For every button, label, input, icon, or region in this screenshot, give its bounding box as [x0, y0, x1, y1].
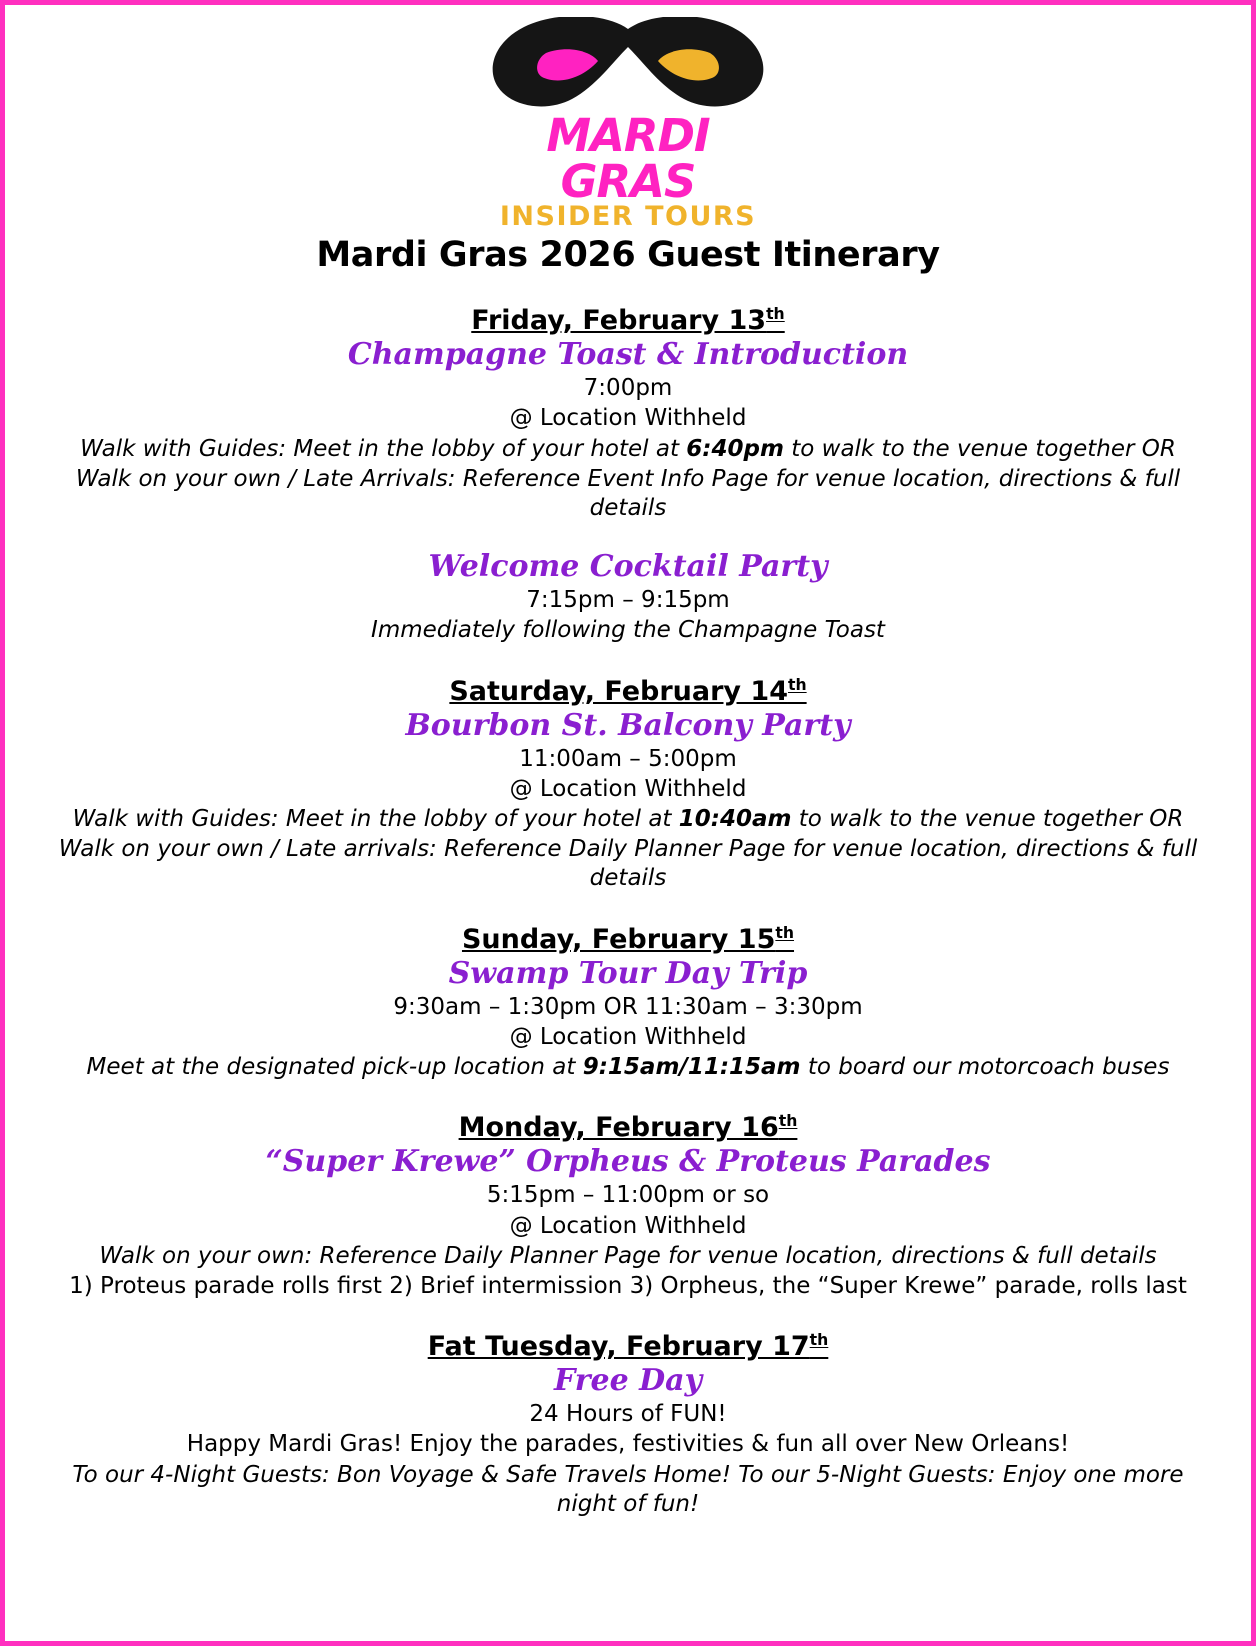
day-heading: Saturday, February 14th	[449, 674, 807, 707]
event-detail-line: Meet at the designated pick-up location at 9:15am/11:15am to board our motorcoach buses	[86, 1054, 1170, 1081]
day-heading-ordinal: th	[809, 1330, 829, 1350]
day-heading: Monday, February 16th	[458, 1111, 798, 1144]
event-title: Swamp Tour Day Trip	[448, 955, 808, 991]
day-block	[45, 676, 1211, 894]
event-detail-line: 24 Hours of FUN!	[529, 1401, 727, 1428]
event-detail-line: 7:00pm	[583, 375, 673, 402]
brand-logo	[478, 17, 778, 231]
day-block	[45, 1112, 1211, 1301]
day-block	[45, 305, 1211, 645]
brand-name: MARDI GRAS	[546, 109, 710, 208]
day-block	[45, 924, 1211, 1083]
day-heading-ordinal: th	[766, 304, 785, 324]
event-detail-line: 9:30am – 1:30pm OR 11:30am – 3:30pm	[393, 993, 863, 1020]
day-heading: Fat Tuesday, February 17th	[427, 1330, 829, 1363]
itinerary-days	[45, 305, 1211, 1519]
event-detail-emphasis: 9:15am/11:15am	[582, 1054, 801, 1081]
event-detail-line: @ Location Withheld	[509, 1212, 747, 1239]
event-detail-line: Immediately following the Champagne Toast	[371, 617, 885, 644]
event-detail-line: 7:15pm – 9:15pm	[526, 587, 730, 614]
event	[45, 549, 1211, 645]
event-detail-line: 1) Proteus parade rolls first 2) Brief intermission 3) Orpheus, the “Super Krewe” parade, rolls last	[69, 1272, 1187, 1299]
event	[45, 337, 1211, 523]
event-detail-line: Walk on your own / Late Arrivals: Reference Event Info Page for venue location, directions & full details	[75, 465, 1181, 521]
event-detail-line: To our 4-Night Guests: Bon Voyage & Safe Travels Home! To our 5-Night Guests: Enjoy one more night of fun!	[72, 1461, 1184, 1517]
event-title: Bourbon St. Balcony Party	[405, 707, 851, 743]
event-detail-line: 5:15pm – 11:00pm or so	[486, 1182, 770, 1209]
day-heading: Friday, February 13th	[471, 304, 785, 337]
day-block	[45, 1331, 1211, 1519]
event-title: Free Day	[553, 1363, 703, 1399]
event-detail-line: Walk with Guides: Meet in the lobby of your hotel at 10:40am to walk to the venue together OR	[72, 806, 1184, 833]
event-detail-line: Happy Mardi Gras! Enjoy the parades, festivities & fun all over New Orleans!	[186, 1431, 1070, 1458]
event-detail-line: @ Location Withheld	[509, 405, 747, 432]
event	[45, 708, 1211, 894]
brand-tagline: INSIDER TOURS	[499, 200, 757, 232]
event-detail-line: 11:00am – 5:00pm	[519, 745, 737, 772]
event-detail-line: Walk on your own: Reference Daily Planner Page for venue location, directions & full details	[99, 1242, 1157, 1269]
event	[45, 956, 1211, 1083]
event	[45, 1144, 1211, 1301]
event-detail-line: @ Location Withheld	[509, 1023, 747, 1050]
day-heading-ordinal: th	[775, 922, 795, 942]
event-detail-emphasis: 10:40am	[678, 806, 792, 833]
event-detail-line: @ Location Withheld	[509, 775, 747, 802]
event	[45, 1363, 1211, 1519]
event-title: Welcome Cocktail Party	[428, 549, 828, 585]
event-detail-emphasis: 6:40pm	[686, 435, 784, 462]
day-heading-ordinal: th	[787, 674, 807, 694]
event-detail-line: Walk on your own / Late arrivals: Reference Daily Planner Page for venue location, directions & full details	[58, 836, 1198, 892]
event-title: Champagne Toast & Introduction	[347, 337, 909, 373]
event-title: “Super Krewe” Orpheus & Proteus Parades	[265, 1144, 991, 1180]
mardi-gras-mask-icon	[486, 17, 771, 117]
event-detail-line: Walk with Guides: Meet in the lobby of your hotel at 6:40pm to walk to the venue together OR	[80, 435, 1176, 462]
day-heading: Sunday, February 15th	[461, 922, 795, 955]
page-title: Mardi Gras 2026 Guest Itinerary	[316, 235, 940, 276]
day-heading-ordinal: th	[778, 1111, 798, 1131]
